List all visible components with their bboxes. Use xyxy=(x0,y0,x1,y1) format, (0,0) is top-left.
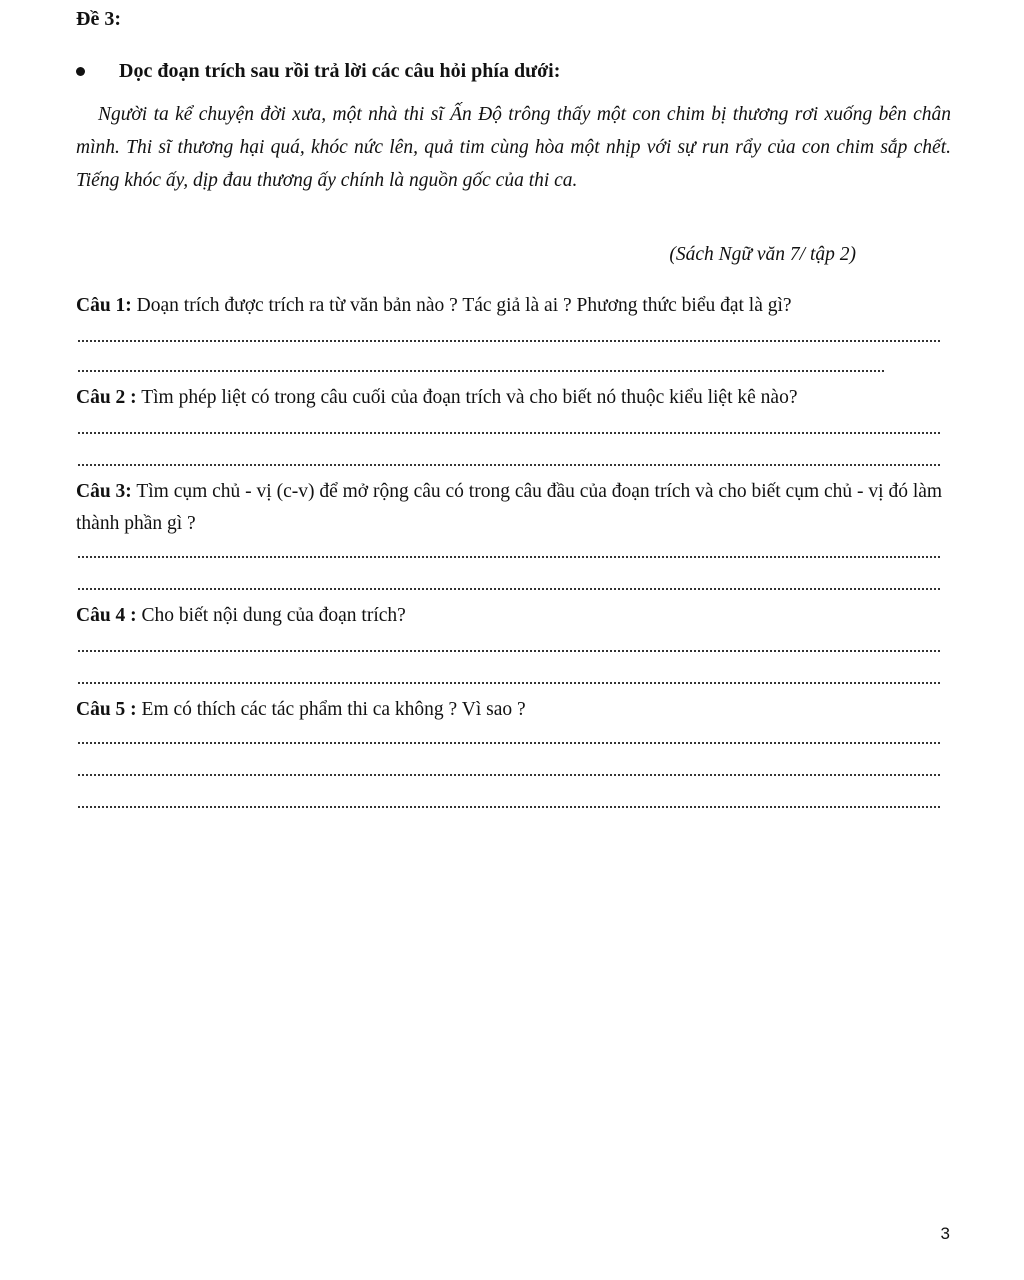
answer-line[interactable] xyxy=(78,650,940,652)
question-text: Cho biết nội dung của đoạn trích? xyxy=(136,605,406,626)
question-text: Tìm cụm chủ - vị (c-v) để mở rộng câu có trong câu đầu của đoạn trích và cho biết cụm chủ - vị đó làm thành phần gì ? xyxy=(76,481,943,534)
question-text: Doạn trích được trích ra từ văn bản nào ? Tác giả là ai ? Phương thức biểu đạt là gì? xyxy=(131,295,792,316)
answer-line[interactable] xyxy=(78,556,940,558)
answer-line[interactable] xyxy=(78,340,940,342)
answer-line[interactable] xyxy=(78,588,940,590)
question-4 xyxy=(76,600,951,632)
answer-line[interactable] xyxy=(78,806,940,808)
answer-line[interactable] xyxy=(78,370,884,372)
question-label: Câu 2 : xyxy=(76,387,137,408)
question-5 xyxy=(76,694,951,726)
answer-line[interactable] xyxy=(78,742,940,744)
question-3 xyxy=(76,476,951,540)
instruction-text: Dọc đoạn trích sau rồi trả lời các câu hỏi phía dưới: xyxy=(119,60,561,82)
question-text: Tìm phép liệt có trong câu cuối của đoạn trích và cho biết nó thuộc kiểu liệt kê nào? xyxy=(136,387,798,408)
question-2 xyxy=(76,382,951,414)
question-label: Câu 3: xyxy=(76,481,132,502)
passage: Người ta kể chuyện đời xưa, một nhà thi sĩ Ấn Độ trông thấy một con chim bị thương rơi xuống bên chân mình. Thi sĩ thương hại quá, khóc nức lên, quả tim cùng hòa một nhịp với sự run rẩy của con chim sắp chết. Tiếng khóc ấy, dịp đau thương ấy chính là nguồn gốc của thi ca. xyxy=(76,104,951,191)
answer-line[interactable] xyxy=(78,682,940,684)
exam-title: Đề 3: xyxy=(76,8,121,30)
passage-source: (Sách Ngữ văn 7/ tập 2) xyxy=(669,244,856,265)
instruction xyxy=(76,60,560,83)
answer-line[interactable] xyxy=(78,774,940,776)
question-label: Câu 5 : xyxy=(76,699,137,720)
question-label: Câu 4 : xyxy=(76,605,137,626)
answer-line[interactable] xyxy=(78,432,940,434)
question-text: Em có thích các tác phẩm thi ca không ? Vì sao ? xyxy=(136,699,526,720)
bullet-icon xyxy=(76,67,85,76)
question-label: Câu 1: xyxy=(76,295,132,316)
page-number: 3 xyxy=(940,1224,950,1243)
answer-line[interactable] xyxy=(78,464,940,466)
question-1 xyxy=(76,290,951,322)
